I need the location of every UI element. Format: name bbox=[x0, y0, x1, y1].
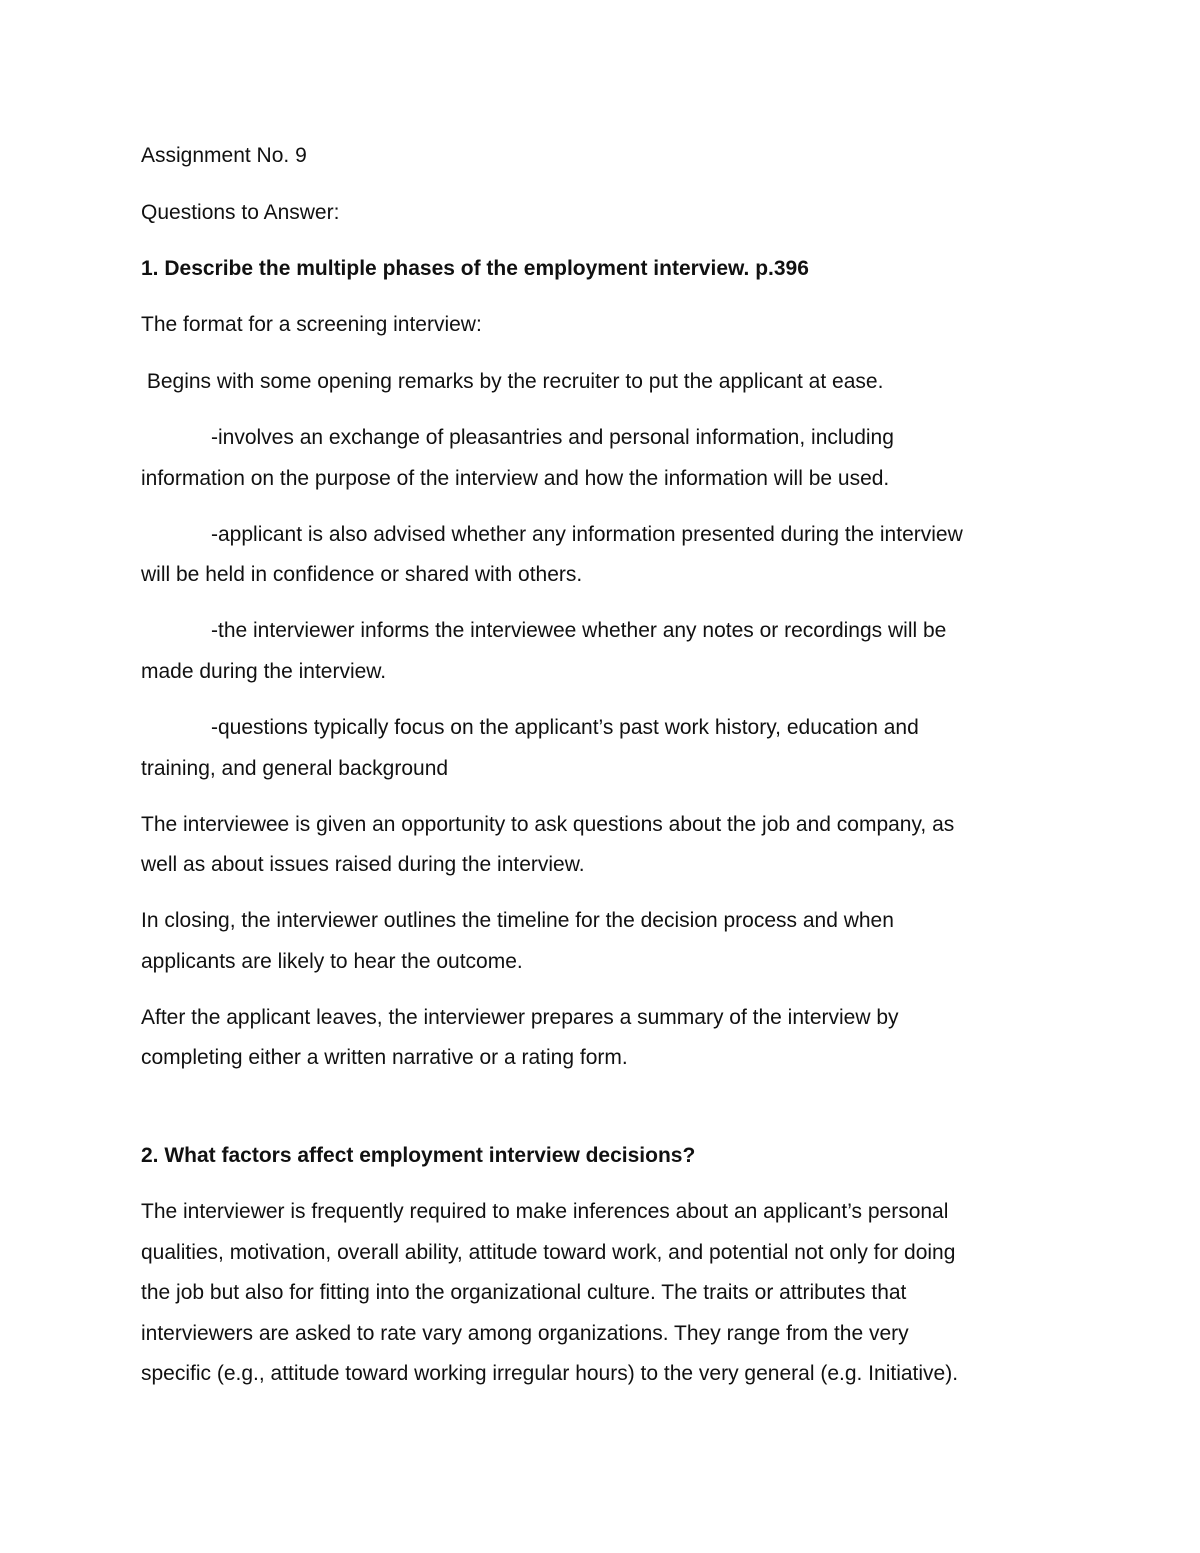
answer-2-line-2: qualities, motivation, overall ability, attitude toward work, and potential not only for doing bbox=[141, 1241, 956, 1264]
bullet-1-line-1: -involves an exchange of pleasantries and personal information, including bbox=[211, 426, 894, 449]
bullet-2-line-2: will be held in confidence or shared with others. bbox=[141, 563, 583, 586]
bullet-4-line-1: -questions typically focus on the applicant’s past work history, education and bbox=[211, 716, 919, 739]
answer-2-line-5: specific (e.g., attitude toward working irregular hours) to the very general (e.g. Initiative). bbox=[141, 1362, 959, 1385]
question-2-heading: 2. What factors affect employment interview decisions? bbox=[141, 1144, 696, 1167]
bullet-4-line-2: training, and general background bbox=[141, 757, 449, 780]
assignment-title: Assignment No. 9 bbox=[141, 144, 307, 167]
bullet-1-line-2: information on the purpose of the interview and how the information will be used. bbox=[141, 467, 890, 490]
bullet-3-line-2: made during the interview. bbox=[141, 660, 387, 683]
answer-2-line-4: interviewers are asked to rate vary among organizations. They range from the very bbox=[141, 1322, 909, 1345]
opening-remarks: Begins with some opening remarks by the recruiter to put the applicant at ease. bbox=[141, 370, 884, 393]
bullet-3-line-1: -the interviewer informs the interviewee whether any notes or recordings will be bbox=[211, 619, 947, 642]
paragraph-closing-line-2: applicants are likely to hear the outcome. bbox=[141, 950, 523, 973]
paragraph-summary-line-1: After the applicant leaves, the interviewer prepares a summary of the interview by bbox=[141, 1006, 899, 1029]
questions-label: Questions to Answer: bbox=[141, 201, 340, 224]
bullet-2-line-1: -applicant is also advised whether any information presented during the interview bbox=[211, 523, 963, 546]
paragraph-summary-line-2: completing either a written narrative or a rating form. bbox=[141, 1046, 628, 1069]
paragraph-questions-line-2: well as about issues raised during the interview. bbox=[141, 853, 585, 876]
answer-2-line-1: The interviewer is frequently required to make inferences about an applicant’s personal bbox=[141, 1200, 949, 1223]
paragraph-questions-line-1: The interviewee is given an opportunity to ask questions about the job and company, as bbox=[141, 813, 955, 836]
question-1-heading: 1. Describe the multiple phases of the employment interview. p.396 bbox=[141, 257, 809, 280]
answer-2-line-3: the job but also for fitting into the organizational culture. The traits or attributes that bbox=[141, 1281, 907, 1304]
format-label: The format for a screening interview: bbox=[141, 313, 482, 336]
paragraph-closing-line-1: In closing, the interviewer outlines the timeline for the decision process and when bbox=[141, 909, 894, 932]
